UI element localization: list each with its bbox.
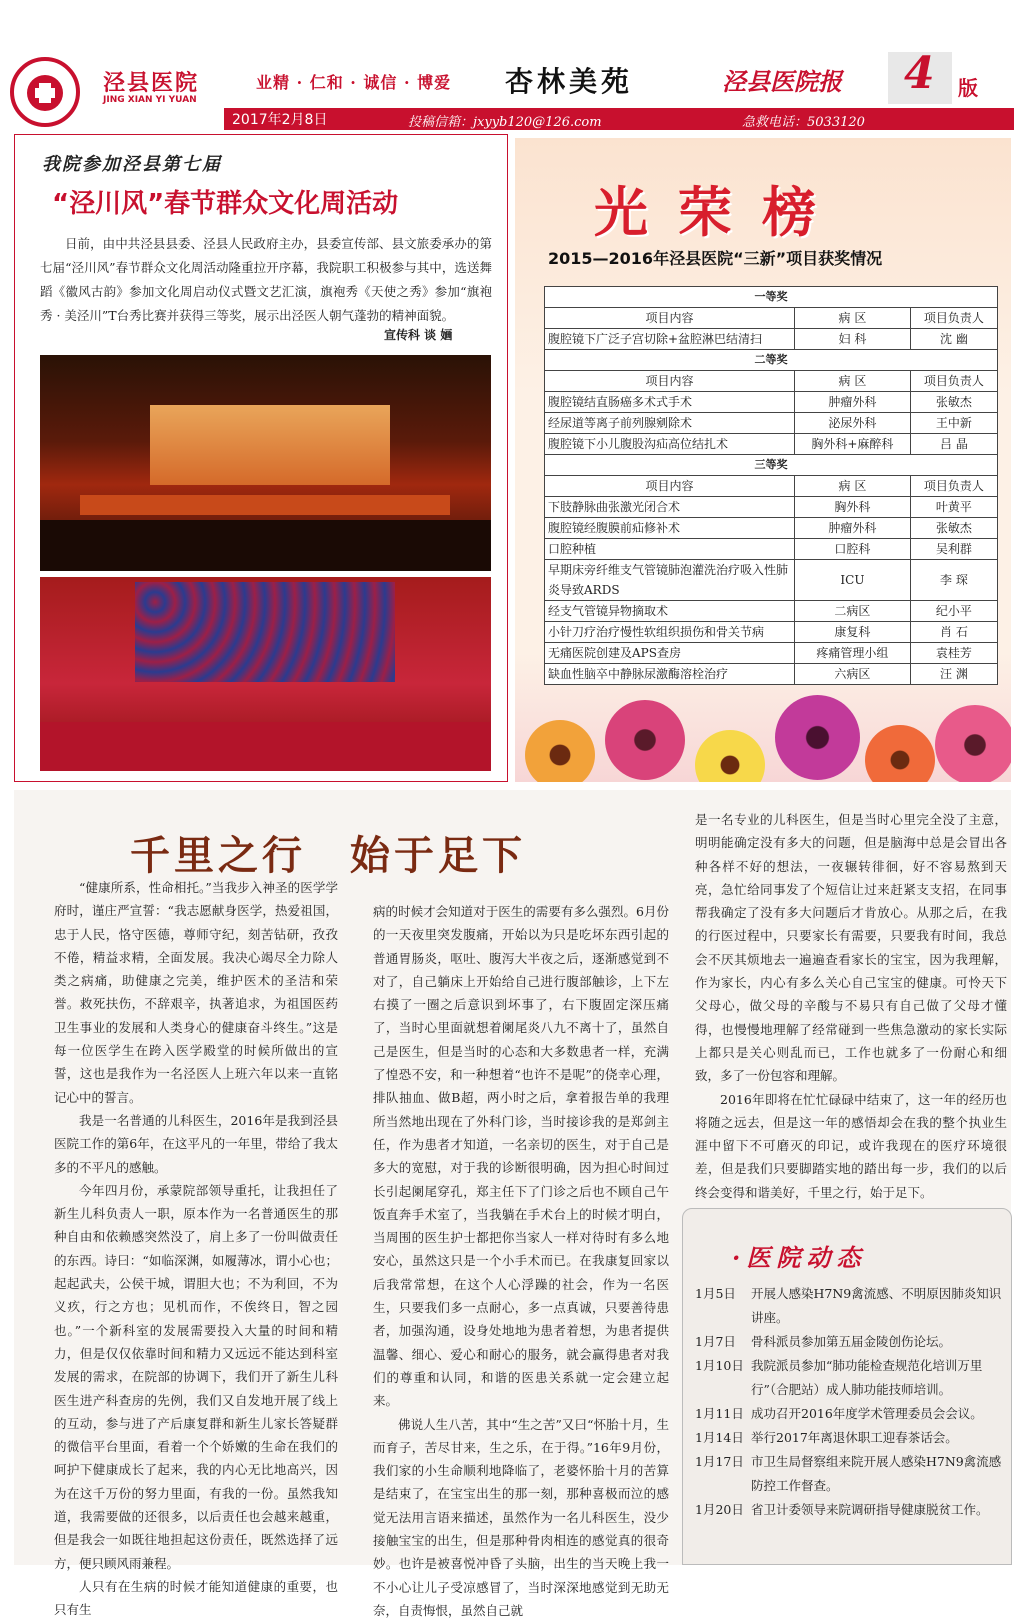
article1-body: 日前，由中共泾县县委、泾县人民政府主办，县委宣传部、县文旅委承办的第七届“泾川风”春节群众文化周活动隆重拉开序幕，我院职工积极参与其中，选送舞蹈《徽风古韵》参加文化周启动仪式暨文艺汇演，旗袍秀《天使之秀》参加“旗袍秀 · 美泾川”T台秀比赛并获得三等奖，展示出泾医人朝气蓬勃的精神面貌。: [40, 236, 492, 323]
paragraph: 是一名专业的儿科医生，但是当时心里完全没了主意，明明能确定没有多大的问题，但是脑海中总是会冒出各种各样不好的想法，一夜辗转徘徊，好不容易熬到天亮，急忙给同事发了个短信让过来赶紧支支招，在同事帮我确定了没有多大问题后才肯放心。从那之后，在我的行医过程中，只要家长有需要，只要我有时间，我总会不厌其烦地去一遍遍查看家长的宝宝，因为我理解，作为家长，内心有多么关心自己宝宝的健康。可怜天下父母心，做父母的辛酸与不易只有自己做了父母才懂得，也慢慢地理解了经常碰到一些焦急激动的家长实际上都只是关心则乱而已，工作也就多了一份耐心和细致，多了一份包容和理解。: [695, 812, 1007, 1084]
honor-roll-title: 光荣榜: [594, 181, 846, 244]
article2-column-1: [54, 876, 338, 1622]
news-date: 1月17日: [695, 1454, 744, 1469]
article2-title: 千里之行 始于足下: [130, 833, 526, 879]
info-bar: [224, 108, 1014, 130]
section-name: 杏林美苑: [505, 65, 634, 98]
news-date: 1月14日: [695, 1430, 744, 1445]
hospital-slogan: 业精 · 仁和 · 诚信 · 博爱: [256, 73, 452, 92]
news-text: 举行2017年离退休职工迎春茶话会。: [751, 1430, 958, 1445]
news-text: 市卫生局督察组来院开展人感染H7N9禽流感防控工作督查。: [751, 1454, 1002, 1493]
hospital-news-title: ·医院动态: [732, 1243, 867, 1272]
paragraph: 病的时候才会知道对于医生的需要有多么强烈。6月份的一天夜里突发腹痛，开始以为只是吃坏东西引起的普通胃肠炎，呕吐、腹泻大半夜之后，逐渐感觉到不对了，自己躺床上开始给自己进行腹部触诊，上下左右摸了一圈之后意识到坏事了，右下腹固定深压痛了，当时心里面就想着阑尾炎八九不离十了，虽然自己是医生，但是当时的心态和大多数患者一样，充满了惶恐不安，和一种想着“也许不是呢”的侥幸心理，排队抽血、做B超，两小时之后，拿着报告单的我理所当然地出现在了外科门诊，当时接诊我的是郑剑主任，作为患者才知道，一名亲切的医生，对于自己是多大的宽慰，对于我的诊断很明确，因为担心时间过长引起阑尾穿孔，郑主任下了门诊之后也不顾自己午饭直奔手术室了，当我躺在手术台上的时候才明白，当周围的医生护士都把你当家人一样对待时有多么地安心，虽然这只是一个小手术而已。在我康复回家以后我常常想，在这个人心浮躁的社会，作为一名医生，只要我们多一点耐心，多一点真诚，只要善待患者，加强沟通，设身处地地为患者着想，为患者提供温馨、细心、爱心和耐心的服务，就会赢得患者对我们的尊重和认同，和谐的医患关系就一定会建立起来。: [373, 904, 669, 1409]
table-row: 经尿道等离子前列腺剜除术 泌尿外科 王中新: [545, 413, 998, 434]
news-item: [695, 1282, 1005, 1330]
table-row: 小针刀疗治疗慢性软组织损伤和骨关节病 康复科 肖 石: [545, 622, 998, 643]
news-item: [695, 1354, 1005, 1402]
news-item: [695, 1402, 1005, 1426]
award-level-row: 二等奖: [545, 350, 998, 371]
qipao-show-photo: [40, 577, 491, 771]
paragraph: 佛说人生八苦，其中“生之苦”又曰“怀胎十月，生而育子，苦尽甘来，生之乐，在于得。”16年9月份，我们家的小生命顺利地降临了，老婆怀胎十月的苦算是结束了，在宝宝出生的那一刻，那种喜极而泣的感觉无法用言语来描述，虽然作为一名儿科医生，没少接触宝宝的出生，但是那种骨肉相连的感觉真的很奇妙。也许是被喜悦冲昏了头脑，出生的当天晚上我一不小心让儿子受凉感冒了，当时深深地感觉到无助无奈，自责悔恨，虽然自己就: [373, 1416, 669, 1618]
table-row: 下肢静脉曲张激光闭合术 胸外科 叶黄平: [545, 497, 998, 518]
table-row: 腹腔镜结直肠癌多术式手术 肿瘤外科 张敏杰: [545, 392, 998, 413]
emergency-tel: 急救电话：5033120: [742, 115, 865, 130]
article2-column-3: [695, 808, 1007, 1227]
article1-title: “泾川风”春节群众文化周活动: [52, 189, 399, 219]
table-row: 腹腔镜经腹膜前疝修补术 肿瘤外科 张敏杰: [545, 518, 998, 539]
paragraph: 我是一名普通的儿科医生，2016年是我到泾县医院工作的第6年，在这平凡的一年里，带给了我太多的不平凡的感触。: [54, 1112, 338, 1175]
article1-subtitle: 我院参加泾县第七届: [42, 154, 222, 175]
news-date: 1月20日: [695, 1502, 744, 1517]
table-row: 腹腔镜下广泛子宫切除+盆腔淋巴结清扫 妇 科 沈 幽: [545, 329, 998, 350]
dance-performance-photo: [40, 355, 491, 571]
honor-roll-table: [544, 286, 998, 685]
table-row: 腹腔镜下小儿腹股沟疝高位结扎术 胸外科+麻醉科 吕 晶: [545, 434, 998, 455]
table-row: 缺血性脑卒中静脉尿激酶溶栓治疗 六病区 汪 渊: [545, 664, 998, 685]
news-item: [695, 1450, 1005, 1498]
page-suffix: 版: [958, 76, 978, 100]
award-level-row: 一等奖: [545, 287, 998, 308]
honor-roll-subtitle: 2015—2016年泾县医院“三新”项目获奖情况: [548, 249, 883, 268]
issue-date: 2017年2月8日: [232, 112, 328, 128]
news-text: 骨科派员参加第五届金陵创伤论坛。: [751, 1334, 952, 1349]
news-date: 1月5日: [695, 1286, 736, 1301]
paragraph: 今年四月份，承蒙院部领导重托，让我担任了新生儿科负责人一职，原本作为一名普通医生的那种自由和依赖感突然没了，肩上多了一份叫做责任的东西。诗曰：“如临深渊，如履薄冰，谓小心也；起起武夫，公侯干城，谓胆大也；不为利回，不为义疚，行之方也；见机而作，不俟终日，智之园也。”一个新科室的发展需要投入大量的时间和精力，但是仅仅依靠时间和精力又远远不能达到科室发展的需求，在院部的协调下，我们开了新生儿科医生进产科查房的先例，我们又自发地开展了线上的互动，参与进了产后康复群和新生儿家长答疑群的微信平台里面，看着一个个娇嫩的生命在我们的呵护下健康成长了起来，我的内心无比地高兴，因为在这千万份的努力里面，有我的一份。虽然我知道，我需要做的还很多，以后责任也会越来越重，但是我会一如既往地担起这份责任，既然选择了远方，便只顾风雨兼程。: [54, 1182, 338, 1571]
news-text: 开展人感染H7N9禽流感、不明原因肺炎知识讲座。: [751, 1286, 1002, 1325]
table-header-row: 项目内容 病 区 项目负责人: [545, 371, 998, 392]
award-level-row: 三等奖: [545, 455, 998, 476]
submission-email: 投稿信箱：jxyyb120@126.com: [408, 115, 602, 130]
article1-author: 宣传科 谈 婳: [384, 328, 453, 342]
flowers-decoration: [515, 680, 1011, 782]
news-date: 1月11日: [695, 1406, 744, 1421]
table-row: 无痛医院创建及APS查房 疼痛管理小组 袁桂芳: [545, 643, 998, 664]
news-item: [695, 1330, 1005, 1354]
table-header-row: 项目内容 病 区 项目负责人: [545, 476, 998, 497]
table-row: 早期床旁纤维支气管镜肺泡灌洗治疗吸入性肺炎导致ARDS ICU 李 琛: [545, 560, 998, 601]
news-date: 1月7日: [695, 1334, 736, 1349]
news-item: [695, 1426, 1005, 1450]
table-row: 经支气管镜异物摘取术 二病区 纪小平: [545, 601, 998, 622]
hospital-news-list: [695, 1282, 1005, 1522]
news-text: 我院派员参加“肺功能检查规范化培训万里行”（合肥站）成人肺功能技师培训。: [751, 1358, 983, 1397]
page-number: 4: [904, 48, 935, 99]
table-header-row: 项目内容 病 区 项目负责人: [545, 308, 998, 329]
hospital-logo: [10, 57, 80, 127]
news-item: [695, 1498, 1005, 1522]
news-text: 省卫计委领导来院调研指导健康脱贫工作。: [751, 1502, 989, 1517]
newspaper-name: 泾县医院报: [722, 67, 842, 96]
news-date: 1月10日: [695, 1358, 744, 1373]
news-text: 成功召开2016年度学术管理委员会会议。: [751, 1406, 983, 1421]
article2-column-2: [373, 900, 669, 1622]
paragraph: “健康所系，性命相托。”当我步入神圣的医学学府时，谨庄严宣誓：“我志愿献身医学，热爱祖国，忠于人民，恪守医德，尊师守纪，刻苦钻研，孜孜不倦，精益求精，全面发展。我决心竭尽全力除人类之病痛，助健康之完美，维护医术的圣洁和荣誉。救死扶伤，不辞艰辛，执著追求，为祖国医药卫生事业的发展和人类身心的健康奋斗终生。”这是每一位医学生在跨入医学殿堂的时候所做出的宣誓，这也是我作为一名泾医人上班六年以来一直铭记心中的誓言。: [54, 880, 338, 1105]
table-row: 口腔种植 口腔科 吴利群: [545, 539, 998, 560]
hospital-name: 泾县医院: [103, 71, 200, 96]
paragraph: 2016年即将在忙忙碌碌中结束了，这一年的经历也将随之远去，但是这一年的感悟却会在我的整个执业生涯中留下不可磨灭的印记，或许我现在的医疗环境很差，但是我们只要脚踏实地的踏出每一步，我们的以后终会变得和谐美好，千里之行，始于足下。: [695, 1091, 1007, 1200]
paragraph: 人只有在生病的时候才能知道健康的重要，也只有生: [54, 1578, 338, 1618]
hospital-pinyin: JING XIAN YI YUAN: [103, 95, 197, 105]
